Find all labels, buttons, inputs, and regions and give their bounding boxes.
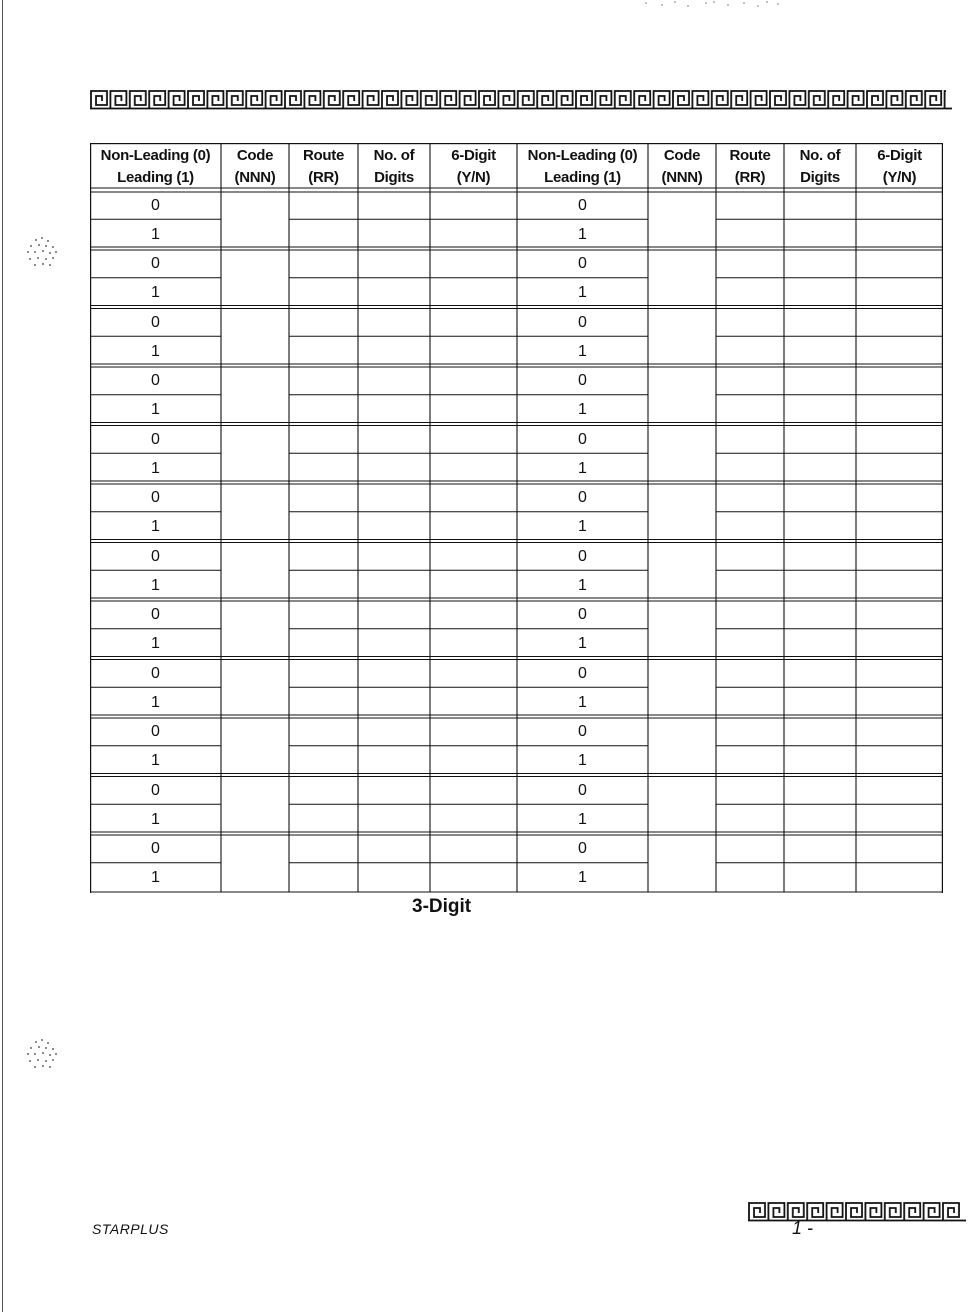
leading-flag-right: 0: [578, 430, 587, 448]
scan-noise: [640, 0, 790, 8]
leading-flag-left: 0: [151, 196, 160, 214]
leading-flag-left: 1: [151, 459, 160, 477]
left-margin-rule: [2, 0, 3, 1312]
leading-flag-right: 0: [578, 664, 587, 682]
leading-flag-right: 1: [578, 869, 587, 887]
header-route-right: Route (RR): [729, 146, 771, 186]
leading-flag-left: 1: [151, 225, 160, 243]
header-digits-right: No. of Digits: [799, 146, 841, 186]
leading-flag-left: 1: [151, 810, 160, 828]
header-digits-left: No. of Digits: [373, 146, 415, 186]
leading-flag-right: 1: [578, 576, 587, 594]
leading-flag-left: 0: [151, 840, 160, 858]
binder-hole-mark: [22, 232, 62, 272]
leading-flag-right: 0: [578, 547, 587, 565]
leading-flag-right: 0: [578, 313, 587, 331]
leading-flag-right: 0: [578, 196, 587, 214]
header-sixdigit-right: 6-Digit (Y/N): [877, 146, 922, 186]
binder-hole-mark: [22, 1034, 62, 1074]
leading-flag-left: 1: [151, 401, 160, 419]
header-row: [90, 143, 943, 190]
leading-flag-right: 1: [578, 459, 587, 477]
leading-flag-left: 1: [151, 693, 160, 711]
leading-flag-right: 1: [578, 693, 587, 711]
header-route-left: Route (RR): [303, 146, 344, 186]
leading-flag-right: 1: [578, 635, 587, 653]
leading-flag-right: 0: [578, 840, 587, 858]
leading-flag-right: 0: [578, 372, 587, 390]
greek-key-border-bottom: [748, 1200, 966, 1222]
leading-flag-right: 0: [578, 781, 587, 799]
leading-flag-left: 0: [151, 723, 160, 741]
leading-flag-right: 1: [578, 342, 587, 360]
leading-flag-left: 1: [151, 284, 160, 302]
header-sixdigit-left: 6-Digit (Y/N): [451, 146, 496, 186]
routing-table: [90, 143, 943, 893]
leading-flag-left: 0: [151, 372, 160, 390]
leading-flag-left: 0: [151, 430, 160, 448]
greek-key-border-top: [90, 88, 952, 110]
leading-flag-left: 0: [151, 664, 160, 682]
leading-flag-right: 0: [578, 723, 587, 741]
leading-flag-right: 1: [578, 518, 587, 536]
page-number: 1 -: [792, 1218, 814, 1238]
leading-flag-left: 0: [151, 313, 160, 331]
leading-flag-left: 0: [151, 547, 160, 565]
leading-flag-left: 0: [151, 781, 160, 799]
leading-flag-right: 0: [578, 489, 587, 507]
leading-flag-right: 1: [578, 810, 587, 828]
leading-flag-right: 1: [578, 284, 587, 302]
leading-flag-left: 0: [151, 606, 160, 624]
leading-flag-right: 1: [578, 401, 587, 419]
leading-flag-right: 0: [578, 606, 587, 624]
table-caption: 3-Digit: [412, 896, 472, 917]
header-nonleading-right: Non-Leading (0) Leading (1): [527, 146, 638, 186]
header-code-right: Code (NNN): [661, 146, 703, 186]
header-code-left: Code (NNN): [234, 146, 276, 186]
leading-flag-right: 0: [578, 255, 587, 273]
header-nonleading-left: Non-Leading (0) Leading (1): [100, 146, 211, 186]
leading-flag-left: 1: [151, 635, 160, 653]
leading-flag-left: 1: [151, 576, 160, 594]
leading-flag-right: 1: [578, 752, 587, 770]
leading-flag-left: 0: [151, 255, 160, 273]
leading-flag-left: 1: [151, 518, 160, 536]
brand-name: STARPLUS: [92, 1221, 169, 1237]
leading-flag-left: 1: [151, 869, 160, 887]
leading-flag-left: 0: [151, 489, 160, 507]
leading-flag-left: 1: [151, 752, 160, 770]
leading-flag-right: 1: [578, 225, 587, 243]
leading-flag-left: 1: [151, 342, 160, 360]
